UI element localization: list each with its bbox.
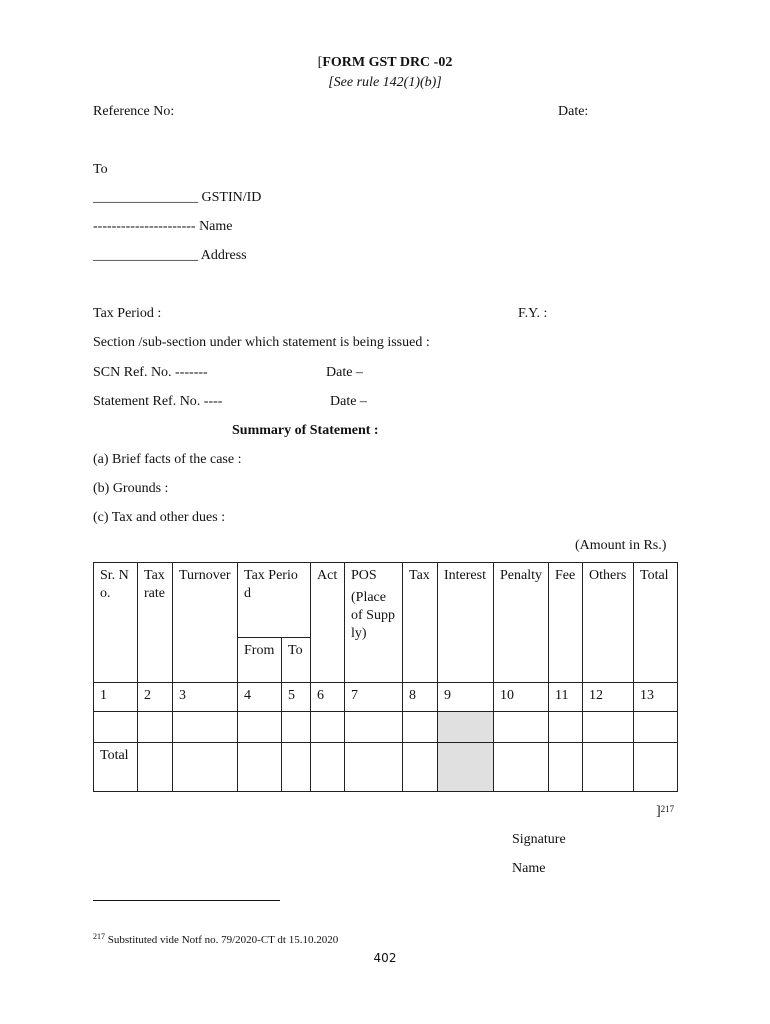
footnote-divider xyxy=(93,900,280,901)
footnote-reference: 217 xyxy=(660,804,675,814)
header-interest: Interest xyxy=(438,563,494,683)
table-cell xyxy=(494,743,549,792)
total-row-label: Total xyxy=(94,743,138,792)
grounds-label: (b) Grounds : xyxy=(93,481,169,496)
title-text: FORM GST DRC -02 xyxy=(322,55,453,70)
name-label: Name xyxy=(512,861,546,876)
table-cell xyxy=(138,712,173,743)
form-title xyxy=(0,55,770,71)
footnote xyxy=(93,933,338,947)
table-cell xyxy=(238,712,282,743)
header-to: To xyxy=(282,638,311,683)
amount-note: (Amount in Rs.) xyxy=(575,538,667,553)
header-from: From xyxy=(238,638,282,683)
header-total: Total xyxy=(634,563,678,683)
header-act: Act xyxy=(311,563,345,683)
header-penalty: Penalty xyxy=(494,563,549,683)
header-others: Others xyxy=(583,563,634,683)
column-number: 4 xyxy=(238,683,282,712)
brief-facts-label: (a) Brief facts of the case : xyxy=(93,452,242,467)
table-cell xyxy=(403,712,438,743)
header-sr-no: Sr. No. xyxy=(94,563,138,683)
table-cell xyxy=(583,743,634,792)
header-tax-rate: Tax rate xyxy=(138,563,173,683)
column-number: 10 xyxy=(494,683,549,712)
footnote-mark: 217 xyxy=(93,932,105,941)
statement-date-label: Date – xyxy=(330,394,367,409)
column-number: 8 xyxy=(403,683,438,712)
column-number: 2 xyxy=(138,683,173,712)
header-fee: Fee xyxy=(549,563,583,683)
section-label: Section /sub-section under which statement is being issued : xyxy=(93,335,430,350)
table-cell xyxy=(138,743,173,792)
tax-dues-table xyxy=(93,562,678,792)
column-number-row xyxy=(94,683,678,712)
table-cell xyxy=(345,743,403,792)
table-cell-shaded xyxy=(438,743,494,792)
title-bracket: [ xyxy=(317,55,323,70)
table-cell xyxy=(94,712,138,743)
closing-bracket-char: ] xyxy=(656,804,661,819)
column-number: 7 xyxy=(345,683,403,712)
table-cell xyxy=(583,712,634,743)
column-number: 13 xyxy=(634,683,678,712)
header-tax-period: Tax Period xyxy=(238,563,311,638)
table-cell-shaded xyxy=(438,712,494,743)
scn-ref-label: SCN Ref. No. ------- xyxy=(93,365,208,380)
form-subtitle: [See rule 142(1)(b)] xyxy=(328,75,442,90)
table-cell xyxy=(238,743,282,792)
total-row xyxy=(94,743,678,792)
column-number: 5 xyxy=(282,683,311,712)
column-number: 3 xyxy=(173,683,238,712)
table-cell xyxy=(311,743,345,792)
summary-heading: Summary of Statement : xyxy=(232,423,379,438)
column-number: 6 xyxy=(311,683,345,712)
header-pos xyxy=(345,563,403,683)
table-cell xyxy=(173,743,238,792)
table-row xyxy=(94,712,678,743)
table-cell xyxy=(311,712,345,743)
statement-ref-label: Statement Ref. No. ---- xyxy=(93,394,223,409)
header-tax: Tax xyxy=(403,563,438,683)
to-label: To xyxy=(93,162,108,177)
reference-no-label: Reference No: xyxy=(93,104,175,119)
header-pos-label: POS xyxy=(351,568,377,583)
table-cell xyxy=(282,743,311,792)
table-cell xyxy=(549,743,583,792)
table-cell xyxy=(634,712,678,743)
header-pos-detail: (Place of Supply) xyxy=(351,590,395,641)
address-line: _______________ Address xyxy=(93,248,247,263)
column-number: 1 xyxy=(94,683,138,712)
fy-label: F.Y. : xyxy=(518,306,548,321)
scn-date-label: Date – xyxy=(326,365,363,380)
column-number: 9 xyxy=(438,683,494,712)
table-cell xyxy=(282,712,311,743)
table-cell xyxy=(345,712,403,743)
name-line: ---------------------- Name xyxy=(93,219,233,234)
closing-bracket xyxy=(656,804,674,820)
column-number: 12 xyxy=(583,683,634,712)
table-cell xyxy=(173,712,238,743)
table-cell xyxy=(549,712,583,743)
table-cell xyxy=(494,712,549,743)
date-label: Date: xyxy=(558,104,589,119)
gstin-line: _______________ GSTIN/ID xyxy=(93,190,262,205)
table-cell xyxy=(403,743,438,792)
tax-period-label: Tax Period : xyxy=(93,306,162,321)
header-turnover: Turnover xyxy=(173,563,238,683)
signature-label: Signature xyxy=(512,832,566,847)
column-number: 11 xyxy=(549,683,583,712)
footnote-text: Substituted vide Notf no. 79/2020-CT dt 15.10.2020 xyxy=(105,934,339,946)
tax-dues-label: (c) Tax and other dues : xyxy=(93,510,226,525)
page-number: 402 xyxy=(373,951,397,965)
table-cell xyxy=(634,743,678,792)
